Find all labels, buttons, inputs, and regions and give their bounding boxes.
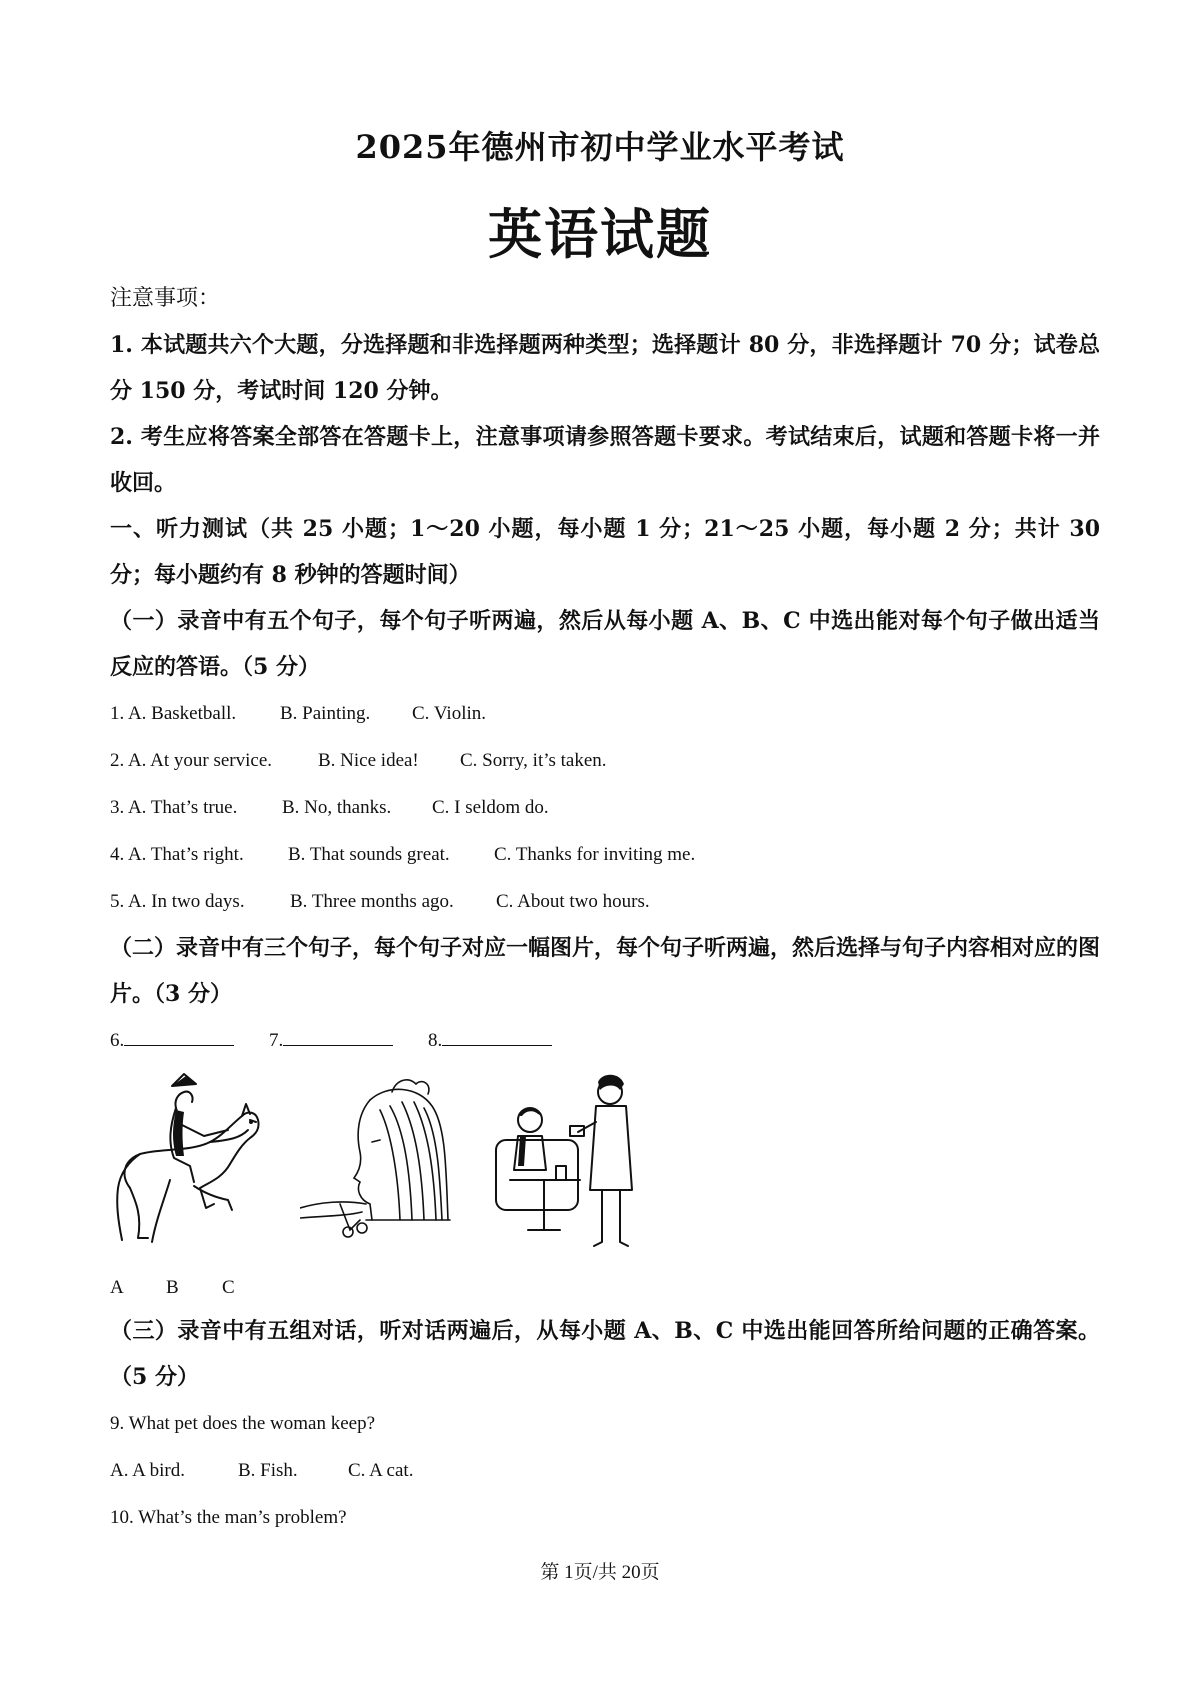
picture-label-a: A xyxy=(110,1277,124,1298)
notice-item-1: 1. 本试题共六个大题，分选择题和非选择题两种类型；选择题计 80 分，非选择题计 70 分；试卷总分 150 分，考试时间 120 分钟。 xyxy=(110,332,1100,404)
option-c: C. I seldom do. xyxy=(432,797,549,818)
option-c: C. Violin. xyxy=(412,703,486,724)
horse-rider-picture xyxy=(110,1070,270,1260)
question-1 xyxy=(110,690,1100,737)
answer-blank-7[interactable] xyxy=(283,1025,393,1046)
question-9: 9. What pet does the woman keep? xyxy=(110,1413,376,1434)
picture-row xyxy=(110,1070,1100,1268)
option-a: 5. A. In two days. xyxy=(110,891,245,912)
option-c: C. Sorry, it’s taken. xyxy=(460,750,607,771)
option-a: 1. A. Basketball. xyxy=(110,703,237,724)
blank-label-7: 7. xyxy=(269,1030,284,1051)
picture-labels xyxy=(110,1268,1100,1308)
question-5 xyxy=(110,878,1100,925)
part3-instruction: （三）录音中有五组对话，听对话两遍后，从每小题 A、B、C 中选出能回答所给问题的正确答案。（5 分） xyxy=(110,1318,1100,1390)
page-number: 第 1页/共 20页 xyxy=(540,1562,660,1583)
picture-label-b: B xyxy=(166,1277,179,1298)
option-b: B. Painting. xyxy=(280,703,371,724)
question-2 xyxy=(110,737,1100,784)
option-a: 2. A. At your service. xyxy=(110,750,273,771)
question-3 xyxy=(110,784,1100,831)
question-4 xyxy=(110,831,1100,878)
option-c: C. Thanks for inviting me. xyxy=(494,844,696,865)
option-b: B. Nice idea! xyxy=(318,750,419,771)
option-b: B. No, thanks. xyxy=(282,797,392,818)
notice-item-2: 2. 考生应将答案全部答在答题卡上，注意事项请参照答题卡要求。考试结束后，试题和答题卡将一并收回。 xyxy=(110,424,1100,496)
exam-subtitle: 英语试题 xyxy=(488,202,712,266)
exam-content xyxy=(110,276,1100,1541)
option-b: B. Three months ago. xyxy=(290,891,454,912)
part2-instruction: （二）录音中有三个句子，每个句子对应一幅图片，每个句子听两遍，然后选择与句子内容相对应的图片。（3 分） xyxy=(110,935,1101,1007)
notice-heading: 注意事项： xyxy=(110,286,221,311)
question-10: 10. What’s the man’s problem? xyxy=(110,1507,347,1528)
answer-blank-6[interactable] xyxy=(124,1025,234,1046)
option-c: C. A cat. xyxy=(348,1460,414,1481)
blank-label-8: 8. xyxy=(428,1030,443,1051)
restaurant-picture xyxy=(490,1070,650,1260)
picture-label-c: C xyxy=(222,1277,235,1298)
option-a: 4. A. That’s right. xyxy=(110,844,244,865)
answer-blank-8[interactable] xyxy=(442,1025,552,1046)
haircut-picture xyxy=(300,1070,460,1260)
part1-instruction: （一）录音中有五个句子，每个句子听两遍，然后从每小题 A、B、C 中选出能对每个句子做出适当反应的答语。（5 分） xyxy=(110,608,1100,680)
option-a: A. A bird. xyxy=(110,1460,185,1481)
blank-label-6: 6. xyxy=(110,1030,125,1051)
option-b: B. Fish. xyxy=(238,1460,298,1481)
option-a: 3. A. That’s true. xyxy=(110,797,238,818)
exam-title: 2025年德州市初中学业水平考试 xyxy=(355,128,845,166)
section1-heading: 一、听力测试（共 25 小题；1～20 小题，每小题 1 分；21～25 小题，每小题 2 分；共计 30 分；每小题约有 8 秒钟的答题时间） xyxy=(110,516,1100,588)
option-c: C. About two hours. xyxy=(496,891,650,912)
option-b: B. That sounds great. xyxy=(288,844,450,865)
question-9-options xyxy=(110,1447,1100,1494)
answer-blanks xyxy=(110,1017,1100,1064)
